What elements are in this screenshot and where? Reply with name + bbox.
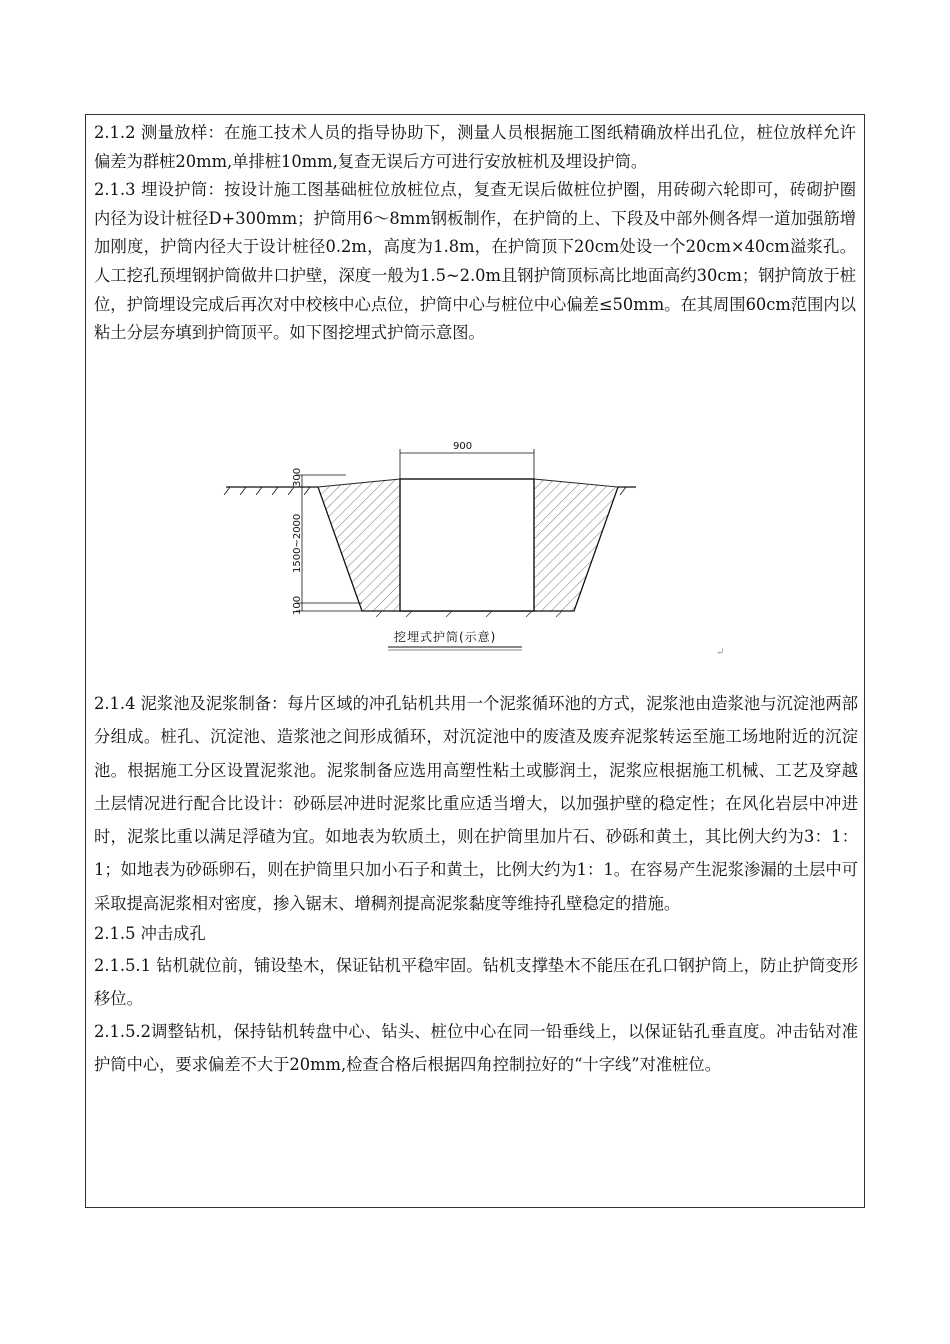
heading-2-1-5: 2.1.5 冲击成孔	[94, 924, 206, 944]
dim-top-label: 300	[292, 467, 303, 487]
return-mark: ↵	[716, 647, 725, 658]
paragraph-2-1-5-1: 2.1.5.1 钻机就位前，铺设垫木，保证钻机平稳牢固。钻机支撑垫木不能压在孔口钢护筒上，防止护筒变形移位。	[94, 955, 858, 1008]
dim-width-label: 900	[453, 441, 473, 452]
section-bottom	[94, 687, 858, 1082]
backfill-right	[534, 479, 618, 611]
casing-diagram-svg	[216, 431, 636, 661]
paragraph-2-1-5-2: 2.1.5.2调整钻机，保持钻机转盘中心、钻头、桩位中心在同一铅垂线上，以保证钻孔垂直度。冲击钻对准护筒中心，要求偏差不大于20mm,检查合格后根据四角控制拉好的“十字线”对准桩位。	[94, 1022, 858, 1075]
section-top	[94, 119, 856, 348]
dim-bottom-label: 100	[292, 595, 303, 615]
backfill-left	[318, 479, 400, 611]
paragraph-2-1-2: 2.1.2 测量放样：在施工技术人员的指导协助下，测量人员根据施工图纸精确放样出孔位，桩位放样允许偏差为群桩20mm,单排桩10mm,复查无误后方可进行安放桩机及埋设护筒。	[94, 123, 856, 171]
content-frame	[85, 114, 865, 1208]
figure-caption: 挖埋式护筒(示意)	[394, 630, 497, 644]
paragraph-2-1-3: 2.1.3 埋设护筒：按设计施工图基础桩位放桩位点，复查无误后做桩位护圈，用砖砌六轮即可，砖砌护圈内径为设计桩径D+300mm；护筒用6～8mm钢板制作，在护筒的上、下段及中部外侧各焊一道加强筋增加刚度，护筒内径大于设计桩径0.2m，高度为1.8m，在护筒顶下20cm处设一个20cm×40cm溢浆孔。人工挖孔预埋钢护筒做井口护壁，深度一般为1.5~2.0m且钢护筒顶标高比地面高约30cm；钢护筒放于桩位，护筒埋设完成后再次对中校核中心点位，护筒中心与桩位中心偏差≤50mm。在其周围60cm范围内以粘土分层夯填到护筒顶平。如下图挖埋式护筒示意图。	[94, 180, 856, 343]
steel-casing	[400, 479, 534, 611]
dim-depth-label: 1500~2000	[292, 513, 303, 573]
casing-diagram	[216, 431, 636, 661]
paragraph-2-1-4: 2.1.4 泥浆池及泥浆制备：每片区域的冲孔钻机共用一个泥浆循环池的方式，泥浆池由造浆池与沉淀池两部分组成。桩孔、沉淀池、造浆池之间形成循环，对沉淀池中的废渣及废弃泥浆转运至施工场地附近的沉淀池。根据施工分区设置泥浆池。泥浆制备应选用高塑性粘土或膨润土，泥浆应根据施工机械、工艺及穿越土层情况进行配合比设计：砂砾层冲进时泥浆比重应适当增大，以加强护壁的稳定性；在风化岩层中冲进时，泥浆比重以满足浮碴为宜。如地表为软质土，则在护筒里加片石、砂砾和黄土，其比例大约为3：1：1；如地表为砂砾卵石，则在护筒里只加小石子和黄土，比例大约为1：1。在容易产生泥浆渗漏的土层中可采取提高泥浆相对密度，掺入锯末、增稠剂提高泥浆黏度等维持孔壁稳定的措施。	[94, 694, 858, 913]
